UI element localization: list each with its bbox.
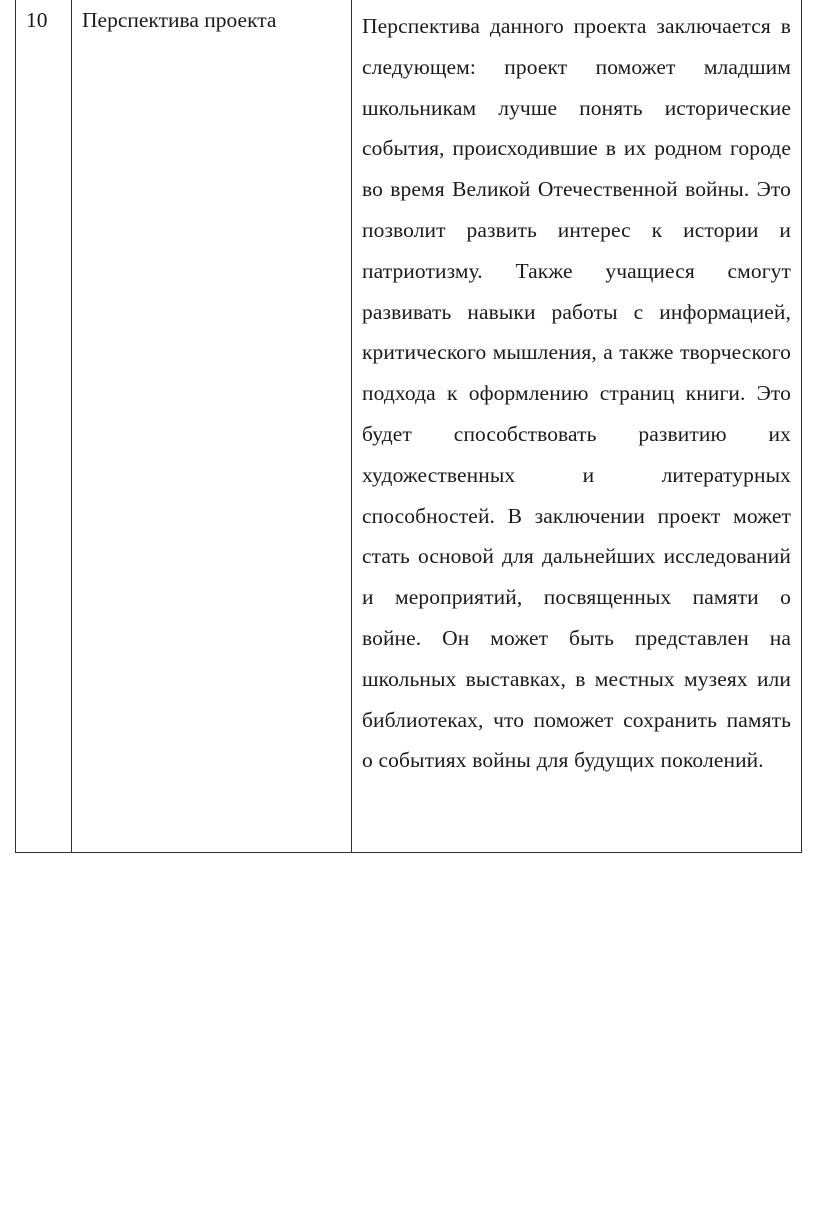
row-description-cell	[352, 0, 802, 853]
project-table	[15, 0, 802, 853]
row-label-cell	[72, 0, 352, 853]
row-label: Перспектива проекта	[82, 8, 277, 32]
row-description: Перспектива данного проекта заключается в следующем: проект поможет младшим школьникам лучше понять исторические события, происходившие в их родном городе во время Великой Отечественной войны. Это позволит развить интерес к истории и патриотизму. Также учащиеся смогут развивать навыки работы с информацией, критического мышления, а также творческого подхода к оформлению страниц книги. Это будет способствовать развитию их художественных и литературных способностей. В заключении проект может стать основой для дальнейших исследований и мероприятий, посвященных памяти о войне. Он может быть представлен на школьных выставках, в местных музеях или библиотеках, что поможет сохранить память о событиях войны для будущих поколений.	[362, 14, 791, 773]
row-number-cell	[16, 0, 72, 853]
row-number: 10	[26, 8, 48, 32]
table-row	[16, 0, 802, 853]
